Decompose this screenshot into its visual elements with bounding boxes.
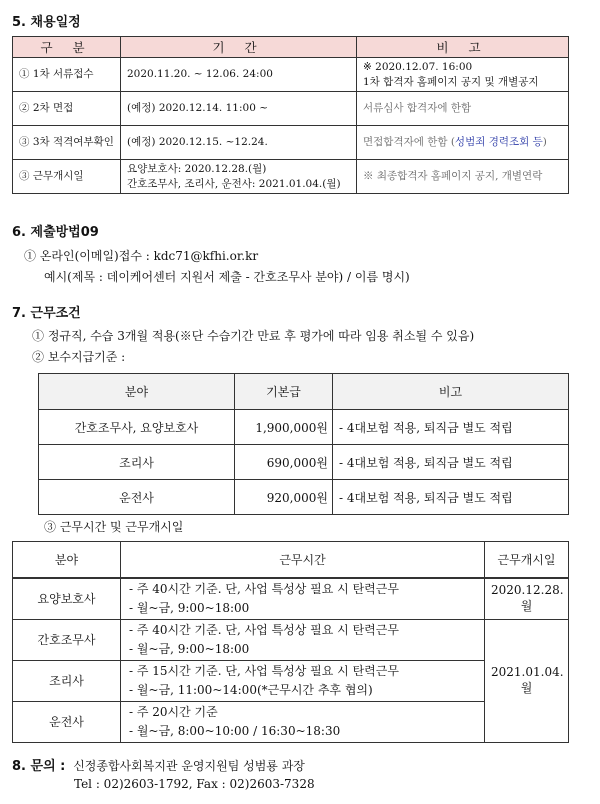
condition-item-1: ① 정규직, 수습 3개월 적용(※단 수습기간 만료 후 평가에 따라 임용 취소될 수 있음) bbox=[32, 329, 475, 343]
section-6-title: 6. 제출방법09 bbox=[12, 225, 99, 240]
pay-amount: 690,000원 bbox=[235, 445, 333, 480]
schedule-header-row bbox=[13, 37, 569, 58]
submission-example-line: 예시(제목 : 데이케어센터 지원서 제출 - 간호조무사 분야) / 이름 명시) bbox=[44, 270, 410, 284]
pay-table bbox=[38, 373, 569, 515]
schedule-category: ① 1차 서류접수 bbox=[13, 58, 121, 92]
pay-amount: 920,000원 bbox=[235, 480, 333, 515]
schedule-note-end: ) bbox=[542, 136, 547, 148]
pay-field: 조리사 bbox=[39, 445, 235, 480]
table-row bbox=[13, 619, 569, 660]
table-row bbox=[39, 445, 569, 480]
section-8-title: 8. 문의 : bbox=[12, 759, 66, 774]
contact-line bbox=[12, 755, 305, 774]
pay-amount: 1,900,000원 bbox=[235, 410, 333, 445]
schedule-header-note: 비 고 bbox=[357, 37, 569, 58]
schedule-table bbox=[12, 36, 569, 194]
table-row bbox=[13, 578, 569, 619]
hours-header-row bbox=[13, 542, 569, 579]
schedule-note: ※ 최종합격자 홈페이지 공지, 개별연락 bbox=[357, 160, 569, 194]
schedule-header-period: 기 간 bbox=[121, 37, 357, 58]
pay-header-note: 비고 bbox=[333, 374, 569, 410]
hours-detail bbox=[121, 578, 485, 619]
hours-start-date: 2020.12.28.월 bbox=[485, 578, 569, 619]
hours-line: - 월~금, 11:00~14:00(*근무시간 추후 협의) bbox=[129, 682, 373, 697]
hours-detail bbox=[121, 619, 485, 660]
pay-note: - 4대보험 적용, 퇴직금 별도 적립 bbox=[333, 410, 569, 445]
schedule-note bbox=[357, 58, 569, 92]
schedule-note-line: 1차 합격자 홈페이지 공지 및 개별공지 bbox=[363, 75, 539, 88]
pay-header-field: 분야 bbox=[39, 374, 235, 410]
schedule-period-line: 요양보호사: 2020.12.28.(월) bbox=[127, 162, 267, 175]
schedule-note-line: ※ 2020.12.07. 16:00 bbox=[363, 60, 473, 73]
table-row bbox=[13, 58, 569, 92]
table-row bbox=[13, 126, 569, 160]
schedule-period bbox=[121, 160, 357, 194]
schedule-period: (예정) 2020.12.14. 11:00 ~ bbox=[121, 92, 357, 126]
schedule-period-line: 간호조무사, 조리사, 운전사: 2021.01.04.(월) bbox=[127, 177, 341, 190]
hours-line: - 월~금, 8:00~10:00 / 16:30~18:30 bbox=[129, 723, 341, 738]
hours-detail bbox=[121, 701, 485, 742]
table-row bbox=[13, 160, 569, 194]
hours-header-time: 근무시간 bbox=[121, 542, 485, 579]
schedule-category: ③ 3차 적격여부확인 bbox=[13, 126, 121, 160]
table-row bbox=[13, 92, 569, 126]
hours-line: - 주 40시간 기준. 단, 사업 특성상 필요 시 탄력근무 bbox=[129, 622, 399, 637]
hours-field: 간호조무사 bbox=[13, 619, 121, 660]
condition-item-3: ③ 근무시간 및 근무개시일 bbox=[44, 520, 184, 534]
hours-detail bbox=[121, 660, 485, 701]
pay-header-base: 기본급 bbox=[235, 374, 333, 410]
hours-start-date: 2021.01.04.월 bbox=[485, 619, 569, 742]
hours-header-start: 근무개시일 bbox=[485, 542, 569, 579]
submission-email-line: ① 온라인(이메일)접수 : kdc71@kfhi.or.kr bbox=[24, 249, 259, 263]
schedule-category: ③ 근무개시일 bbox=[13, 160, 121, 194]
table-row bbox=[39, 480, 569, 515]
pay-field: 운전사 bbox=[39, 480, 235, 515]
hours-field: 조리사 bbox=[13, 660, 121, 701]
schedule-note bbox=[357, 126, 569, 160]
hours-line: - 월~금, 9:00~18:00 bbox=[129, 600, 250, 615]
condition-item-2: ② 보수지급기준 : bbox=[32, 350, 126, 364]
schedule-note-highlight: 성범죄 경력조회 등 bbox=[454, 136, 543, 148]
table-row bbox=[39, 410, 569, 445]
hours-line: - 주 20시간 기준 bbox=[129, 704, 218, 719]
section-5-title: 5. 채용일정 bbox=[12, 15, 81, 30]
schedule-note: 서류심사 합격자에 한함 bbox=[357, 92, 569, 126]
schedule-note-text: 면접합격자에 한함 ( bbox=[363, 136, 455, 148]
schedule-category: ② 2차 면접 bbox=[13, 92, 121, 126]
schedule-period: (예정) 2020.12.15. ~12.24. bbox=[121, 126, 357, 160]
pay-note: - 4대보험 적용, 퇴직금 별도 적립 bbox=[333, 480, 569, 515]
hours-field: 운전사 bbox=[13, 701, 121, 742]
contact-person: 신정종합사회복지관 운영지원팀 성범룡 과장 bbox=[73, 759, 305, 773]
pay-header-row bbox=[39, 374, 569, 410]
hours-line: - 주 15시간 기준. 단, 사업 특성상 필요 시 탄력근무 bbox=[129, 663, 399, 678]
pay-note: - 4대보험 적용, 퇴직금 별도 적립 bbox=[333, 445, 569, 480]
hours-line: - 주 40시간 기준. 단, 사업 특성상 필요 시 탄력근무 bbox=[129, 581, 399, 596]
hours-line: - 월~금, 9:00~18:00 bbox=[129, 641, 250, 656]
section-7-title: 7. 근무조건 bbox=[12, 306, 81, 321]
hours-field: 요양보호사 bbox=[13, 578, 121, 619]
hours-header-field: 분야 bbox=[13, 542, 121, 579]
contact-phone-fax: Tel : 02)2603-1792, Fax : 02)2603-7328 bbox=[74, 777, 315, 791]
schedule-header-category: 구 분 bbox=[13, 37, 121, 58]
pay-field: 간호조무사, 요양보호사 bbox=[39, 410, 235, 445]
hours-table bbox=[12, 541, 569, 743]
schedule-period: 2020.11.20. ~ 12.06. 24:00 bbox=[121, 58, 357, 92]
